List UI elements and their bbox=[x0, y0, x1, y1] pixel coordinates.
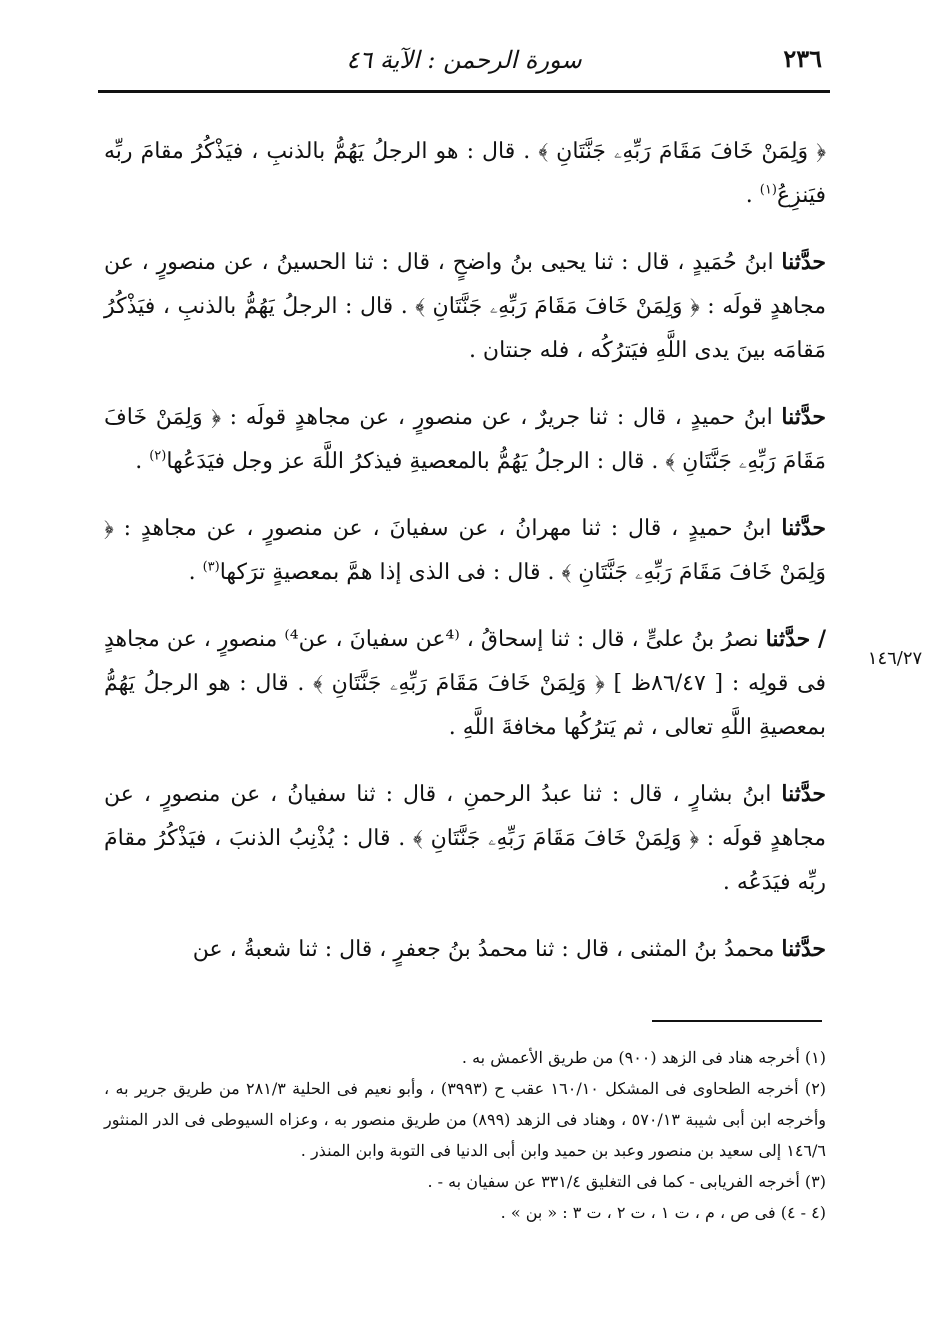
footnote: (٣) أخرجه الفريابى - كما فى التغليق ٣٣١/٤ عن سفيان به - . bbox=[427, 1172, 826, 1191]
footnote-ref: (٢) bbox=[149, 448, 167, 464]
isnad-lead: حدَّثنا bbox=[781, 781, 826, 807]
page-header bbox=[98, 40, 830, 93]
paragraph-text: ابنُ بشارٍ ، قال : ثنا عبدُ الرحمنِ ، قال : ثنا سفيانُ ، عن منصورٍ ، عن مجاهدٍ قولَه : ﴿ وَلِمَنْ خَافَ مَقَامَ رَبِّهِۦ جَنَّتَانِ ﴾ . قال : يُذْنِبُ الذنبَ ، فيَذْكُرُ مقامَ ربِّه فيَدَعُه . bbox=[104, 782, 826, 895]
footnote-ref: (١) bbox=[759, 182, 777, 198]
paragraph bbox=[104, 772, 826, 905]
paragraph-text: ﴿ وَلِمَنْ خَافَ مَقَامَ رَبِّهِۦ جَنَّتَانِ ﴾ . قال : هو الرجلُ يَهُمُّ بالذنبِ ، فيَذْكُرُ مقامَ ربِّه فيَنزِعُ bbox=[104, 139, 826, 208]
paragraph bbox=[104, 240, 826, 373]
isnad-lead: حدَّثنا bbox=[781, 936, 826, 962]
paragraph bbox=[104, 395, 826, 484]
page-number: ٢٣٦ bbox=[783, 44, 822, 73]
paragraph-text: نصرُ بنُ علىٍّ ، قال : ثنا إسحاقُ ، ⁽⁴عن سفيانَ ، عن⁴⁾ منصورٍ ، عن مجاهدٍ فى قولِه : [ ٨٦/٤٧ظ ] ﴿ وَلِمَنْ خَافَ مَقَامَ رَبِّهِۦ جَنَّتَانِ ﴾ . قال : هو الرجلُ يَهُمُّ بمعصيةِ اللَّهِ تعالى ، ثم يَترُكُها مخافةَ اللَّهِ . bbox=[104, 627, 826, 740]
paragraph-text: ابنُ حميدٍ ، قال : ثنا جريرٌ ، عن منصورٍ ، عن مجاهدٍ قولَه : ﴿ وَلِمَنْ خَافَ مَقَامَ رَبِّهِۦ جَنَّتَانِ ﴾ . قال : الرجلُ يَهُمُّ بالمعصيةِ فيذكرُ اللَّهَ عز وجل فيَدَعُها bbox=[104, 405, 826, 474]
paragraph bbox=[104, 617, 826, 750]
paragraph-tail: . bbox=[745, 183, 760, 208]
margin-reference: ١٤٦/٢٧ bbox=[867, 648, 923, 669]
footnotes bbox=[104, 1042, 826, 1228]
isnad-lead: حدَّثنا bbox=[781, 249, 826, 275]
running-title: سورة الرحمن : الآية ٤٦ bbox=[346, 46, 582, 74]
paragraph bbox=[104, 927, 826, 972]
paragraph-text: محمدُ بنُ المثنى ، قال : ثنا محمدُ بنُ جعفرٍ ، قال : ثنا شعبةُ ، عن bbox=[192, 937, 782, 962]
isnad-lead: حدَّثنا bbox=[781, 404, 826, 430]
footnote: (٢) أخرجه الطحاوى فى المشكل ١٦٠/١٠ عقب ح (٣٩٩٣) ، وأبو نعيم فى الحلية ٢٨١/٣ من طريق جرير به ، وأخرجه ابن أبى شيبة ٥٧٠/١٣ ، وهناد فى الزهد (٨٩٩) من طريق منصور به ، وعزاه السيوطى فى الدر المنثور ١٤٦/٦ إلى سعيد بن منصور وعبد بن حميد وابن أبى الدنيا فى التوبة وابن المنذر . bbox=[104, 1079, 827, 1160]
paragraph bbox=[104, 506, 826, 595]
paragraph-tail: . bbox=[188, 560, 203, 585]
paragraph-text: ابنُ حُمَيدٍ ، قال : ثنا يحيى بنُ واضحٍ ، قال : ثنا الحسينُ ، عن منصورٍ ، عن مجاهدٍ قولَه : ﴿ وَلِمَنْ خَافَ مَقَامَ رَبِّهِۦ جَنَّتَانِ ﴾ . قال : الرجلُ يَهُمُّ بالذنبِ ، فيَذْكُرُ مَقامَه بينَ يدى اللَّهِ فيَترُكُه ، فله جنتان . bbox=[104, 250, 826, 363]
footnote-ref: (٣) bbox=[202, 559, 220, 575]
footnote-separator bbox=[652, 1020, 822, 1022]
isnad-lead: / حدَّثنا bbox=[765, 626, 826, 652]
footnote: (١) أخرجه هناد فى الزهد (٩٠٠) من طريق الأعمش به . bbox=[461, 1048, 826, 1067]
footnote: (٤ - ٤) فى ص ، م ، ت ١ ، ت ٢ ، ت ٣ : « بن » . bbox=[500, 1203, 826, 1222]
main-text bbox=[104, 130, 826, 990]
paragraph-tail: . bbox=[135, 449, 150, 474]
isnad-lead: حدَّثنا bbox=[781, 515, 826, 541]
paragraph bbox=[104, 130, 826, 218]
paragraph-text: ابنُ حميدٍ ، قال : ثنا مهرانُ ، عن سفيانَ ، عن منصورٍ ، عن مجاهدٍ : ﴿ وَلِمَنْ خَافَ مَقَامَ رَبِّهِۦ جَنَّتَانِ ﴾ . قال : فى الذى إذا همَّ بمعصيةٍ ترَكها bbox=[104, 516, 826, 585]
